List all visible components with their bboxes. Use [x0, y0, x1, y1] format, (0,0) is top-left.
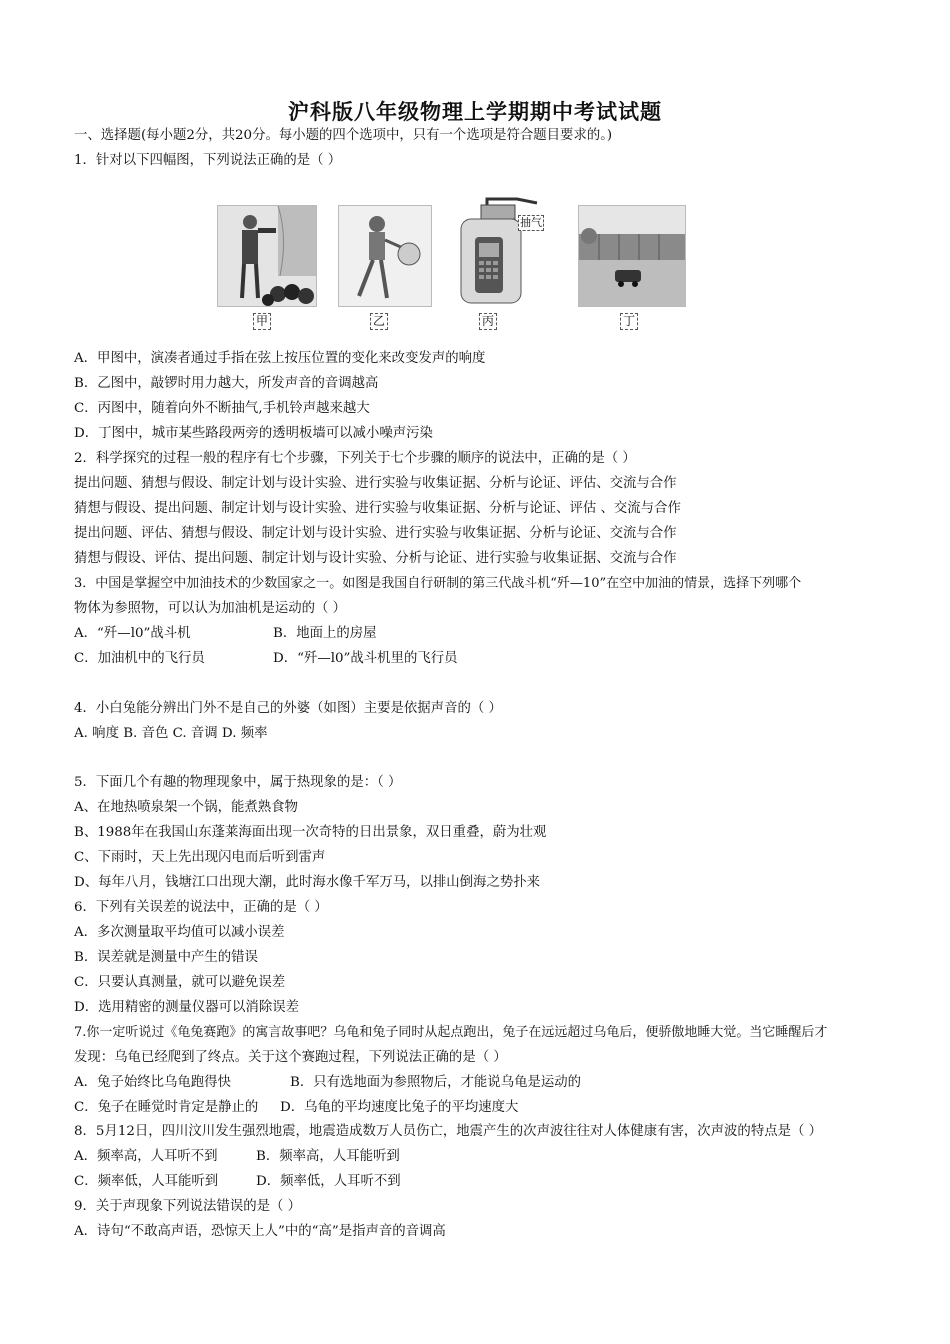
q6-option-b: B．误差就是测量中产生的错误 — [74, 950, 258, 965]
q3-option-c: C．加油机中的飞行员 — [74, 651, 205, 666]
q2-option-4: 猜想与假设、评估、提出问题、制定计划与设计实验、分析与论证、进行实验与收集证据、交流与合作 — [74, 551, 677, 566]
figure-yi-gong — [338, 205, 432, 307]
q1-option-b: B．乙图中，敲锣时用力越大，所发声音的音调越高 — [74, 376, 379, 391]
q5-option-d: D、每年八月，钱塘江口出现大潮，此时海水像千军万马，以排山倒海之势扑来 — [74, 875, 541, 890]
q7-option-b: B．只有选地面为参照物后，才能说乌龟是运动的 — [290, 1075, 582, 1090]
figure-caption-jia: 甲 — [253, 313, 271, 330]
q9-stem: 9．关于声现象下列说法错误的是（ ） — [74, 1199, 302, 1214]
q3-option-d: D．“歼—l0”战斗机里的飞行员 — [273, 651, 458, 666]
q3-option-a: A．“歼—l0”战斗机 — [74, 626, 191, 641]
figure-jia-violinist — [217, 205, 317, 307]
q8-option-a: A．频率高，人耳听不到 — [74, 1149, 218, 1164]
figure-caption-bing: 丙 — [479, 313, 497, 330]
q9-option-a: A．诗句“不敢高声语，恐惊天上人”中的“高”是指声音的音调高 — [74, 1224, 446, 1239]
q3-option-b: B．地面上的房屋 — [273, 626, 377, 641]
figure-bing-bell-jar — [457, 197, 551, 305]
q6-option-a: A．多次测量取平均值可以减小误差 — [74, 925, 285, 940]
q4-options: A. 响度 B. 音色 C. 音调 D. 频率 — [74, 726, 268, 741]
q5-option-c: C、下雨时，天上先出现闪电而后听到雷声 — [74, 850, 326, 865]
q7-stem-2: 发现：乌龟已经爬到了终点。关于这个赛跑过程，下列说法正确的是（ ） — [74, 1050, 507, 1065]
q7-stem-1: 7.你一定听说过《龟兔赛跑》的寓言故事吧？乌龟和兔子同时从起点跑出，兔子在远远超过乌龟后，便骄傲地睡大觉。当它睡醒后才 — [74, 1025, 828, 1040]
q7-option-c: C．兔子在睡觉时肯定是静止的 — [74, 1100, 259, 1115]
q8-option-c: C．频率低，人耳能听到 — [74, 1174, 219, 1189]
q7-option-a: A．兔子始终比乌龟跑得快 — [74, 1075, 231, 1090]
q8-option-b: B．频率高，人耳能听到 — [256, 1149, 400, 1164]
q5-option-a: A、在地热喷泉架一个锅，能煮熟食物 — [74, 800, 298, 815]
figure-caption-yi: 乙 — [370, 313, 388, 330]
q5-stem: 5．下面几个有趣的物理现象中，属于热现象的是：（ ） — [74, 775, 402, 790]
q8-option-d: D．频率低，人耳听不到 — [256, 1174, 401, 1189]
q2-option-3: 提出问题、评估、猜想与假设、制定计划与设计实验、进行实验与收集证据、分析与论证、交流与合作 — [74, 526, 677, 541]
section-heading: 一、选择题(每小题2分，共20分。每小题的四个选项中，只有一个选项是符合题目要求的。) — [74, 128, 613, 143]
q1-option-d: D．丁图中，城市某些路段两旁的透明板墙可以减小噪声污染 — [74, 426, 433, 441]
pump-label: 抽气 — [520, 216, 542, 229]
q2-stem: 2．科学探究的过程一般的程序有七个步骤，下列关于七个步骤的顺序的说法中，正确的是（ ） — [74, 451, 636, 466]
q3-stem-2: 物体为参照物，可以认为加油机是运动的（ ） — [74, 601, 347, 616]
q1-option-a: A．甲图中，演凑者通过手指在弦上按压位置的变化来改变发声的响度 — [74, 351, 486, 366]
q3-stem-1: 3．中国是掌握空中加油技术的少数国家之一。如图是我国自行研制的第三代战斗机“歼—10”在空中加油的情景，选择下列哪个 — [74, 576, 802, 591]
q5-option-b: B、1988年在我国山东蓬莱海面出现一次奇特的日出景象，双日重叠，蔚为壮观 — [74, 825, 547, 840]
q4-stem: 4．小白兔能分辨出门外不是自己的外婆（如图）主要是依据声音的（ ） — [74, 701, 502, 716]
figure-ding-noise-barrier — [578, 205, 686, 307]
q6-stem: 6．下列有关误差的说法中，正确的是（ ） — [74, 900, 328, 915]
q1-stem: 1．针对以下四幅图，下列说法正确的是（ ） — [74, 153, 342, 168]
q8-stem: 8．5月12日，四川汶川发生强烈地震，地震造成数万人员伤亡，地震产生的次声波往往对人体健康有害，次声波的特点是（ ） — [74, 1124, 823, 1139]
page-title: 沪科版八年级物理上学期期中考试试题 — [288, 99, 662, 124]
q6-option-d: D．选用精密的测量仪器可以消除误差 — [74, 1000, 299, 1015]
q1-option-c: C．丙图中，随着向外不断抽气,手机铃声越来越大 — [74, 401, 370, 416]
q6-option-c: C．只要认真测量，就可以避免误差 — [74, 975, 286, 990]
figure-caption-ding: 丁 — [620, 313, 638, 330]
q2-option-1: 提出问题、猜想与假设、制定计划与设计实验、进行实验与收集证据、分析与论证、评估、交流与合作 — [74, 476, 677, 491]
q2-option-2: 猜想与假设、提出问题、制定计划与设计实验、进行实验与收集证据、分析与论证、评估 、交流与合作 — [74, 501, 681, 516]
q7-option-d: D．乌龟的平均速度比兔子的平均速度大 — [280, 1100, 519, 1115]
